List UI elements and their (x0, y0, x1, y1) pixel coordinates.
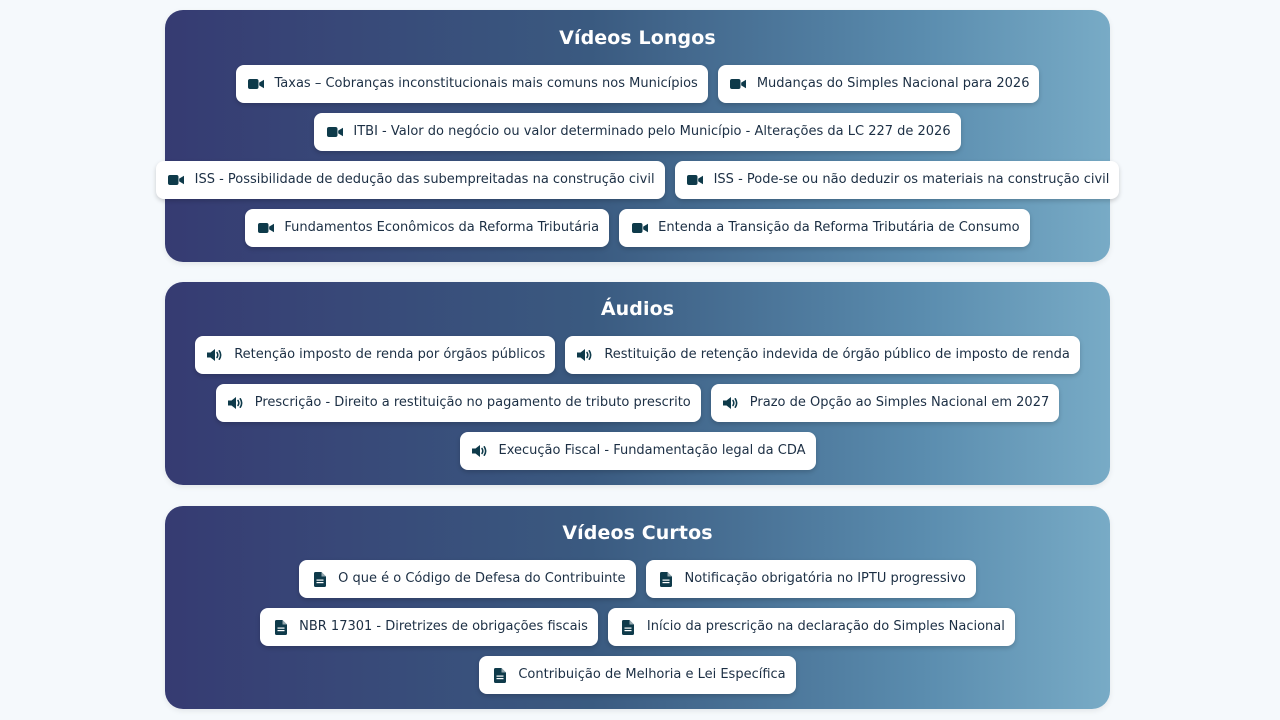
document-icon (620, 620, 637, 634)
document-icon (491, 668, 508, 682)
media-link[interactable]: NBR 17301 - Diretrizes de obrigações fiscais (260, 608, 598, 646)
speaker-icon (723, 396, 740, 410)
media-link[interactable]: Restituição de retenção indevida de órgão público de imposto de renda (565, 336, 1079, 374)
pill-row (165, 656, 1110, 694)
media-link[interactable]: ISS - Pode-se ou não deduzir os materiais na construção civil (675, 161, 1120, 199)
media-link[interactable]: Entenda a Transição da Reforma Tributária de Consumo (619, 209, 1030, 247)
pill-row (165, 608, 1110, 646)
video-camera-icon (326, 125, 343, 139)
media-link[interactable]: Notificação obrigatória no IPTU progressivo (646, 560, 976, 598)
section-title: Vídeos Curtos (562, 522, 713, 544)
section-title: Áudios (600, 298, 675, 320)
video-camera-icon (168, 173, 185, 187)
section-videos-longos (165, 10, 1110, 262)
pill-row (165, 432, 1110, 470)
media-link[interactable]: ITBI - Valor do negócio ou valor determinado pelo Município - Alterações da LC 227 de 2026 (314, 113, 960, 151)
section-videos-curtos (165, 506, 1110, 709)
pill-row (165, 560, 1110, 598)
pill-row (165, 113, 1110, 151)
pill-row (165, 161, 1110, 199)
pill-row (165, 65, 1110, 103)
speaker-icon (228, 396, 245, 410)
speaker-icon (472, 444, 489, 458)
video-camera-icon (631, 221, 648, 235)
speaker-icon (207, 348, 224, 362)
media-link[interactable]: Execução Fiscal - Fundamentação legal da CDA (460, 432, 816, 470)
video-camera-icon (687, 173, 704, 187)
pill-row (165, 384, 1110, 422)
media-link[interactable]: Taxas – Cobranças inconstitucionais mais comuns nos Municípios (236, 65, 708, 103)
media-link[interactable]: Contribuição de Melhoria e Lei Específica (479, 656, 795, 694)
document-icon (311, 572, 328, 586)
pill-row (165, 209, 1110, 247)
media-link[interactable]: Início da prescrição na declaração do Simples Nacional (608, 608, 1015, 646)
media-link[interactable]: Prescrição - Direito a restituição no pagamento de tributo prescrito (216, 384, 701, 422)
video-camera-icon (248, 77, 265, 91)
pill-row (165, 336, 1110, 374)
media-link[interactable]: Retenção imposto de renda por órgãos públicos (195, 336, 555, 374)
media-link[interactable]: O que é o Código de Defesa do Contribuinte (299, 560, 635, 598)
document-icon (272, 620, 289, 634)
speaker-icon (577, 348, 594, 362)
media-link[interactable]: Prazo de Opção ao Simples Nacional em 2027 (711, 384, 1059, 422)
media-link[interactable]: Fundamentos Econômicos da Reforma Tributária (245, 209, 609, 247)
video-camera-icon (730, 77, 747, 91)
section-title: Vídeos Longos (559, 27, 716, 49)
media-link[interactable]: Mudanças do Simples Nacional para 2026 (718, 65, 1040, 103)
video-camera-icon (257, 221, 274, 235)
document-icon (658, 572, 675, 586)
section-audios (165, 282, 1110, 485)
media-link[interactable]: ISS - Possibilidade de dedução das subempreitadas na construção civil (156, 161, 665, 199)
